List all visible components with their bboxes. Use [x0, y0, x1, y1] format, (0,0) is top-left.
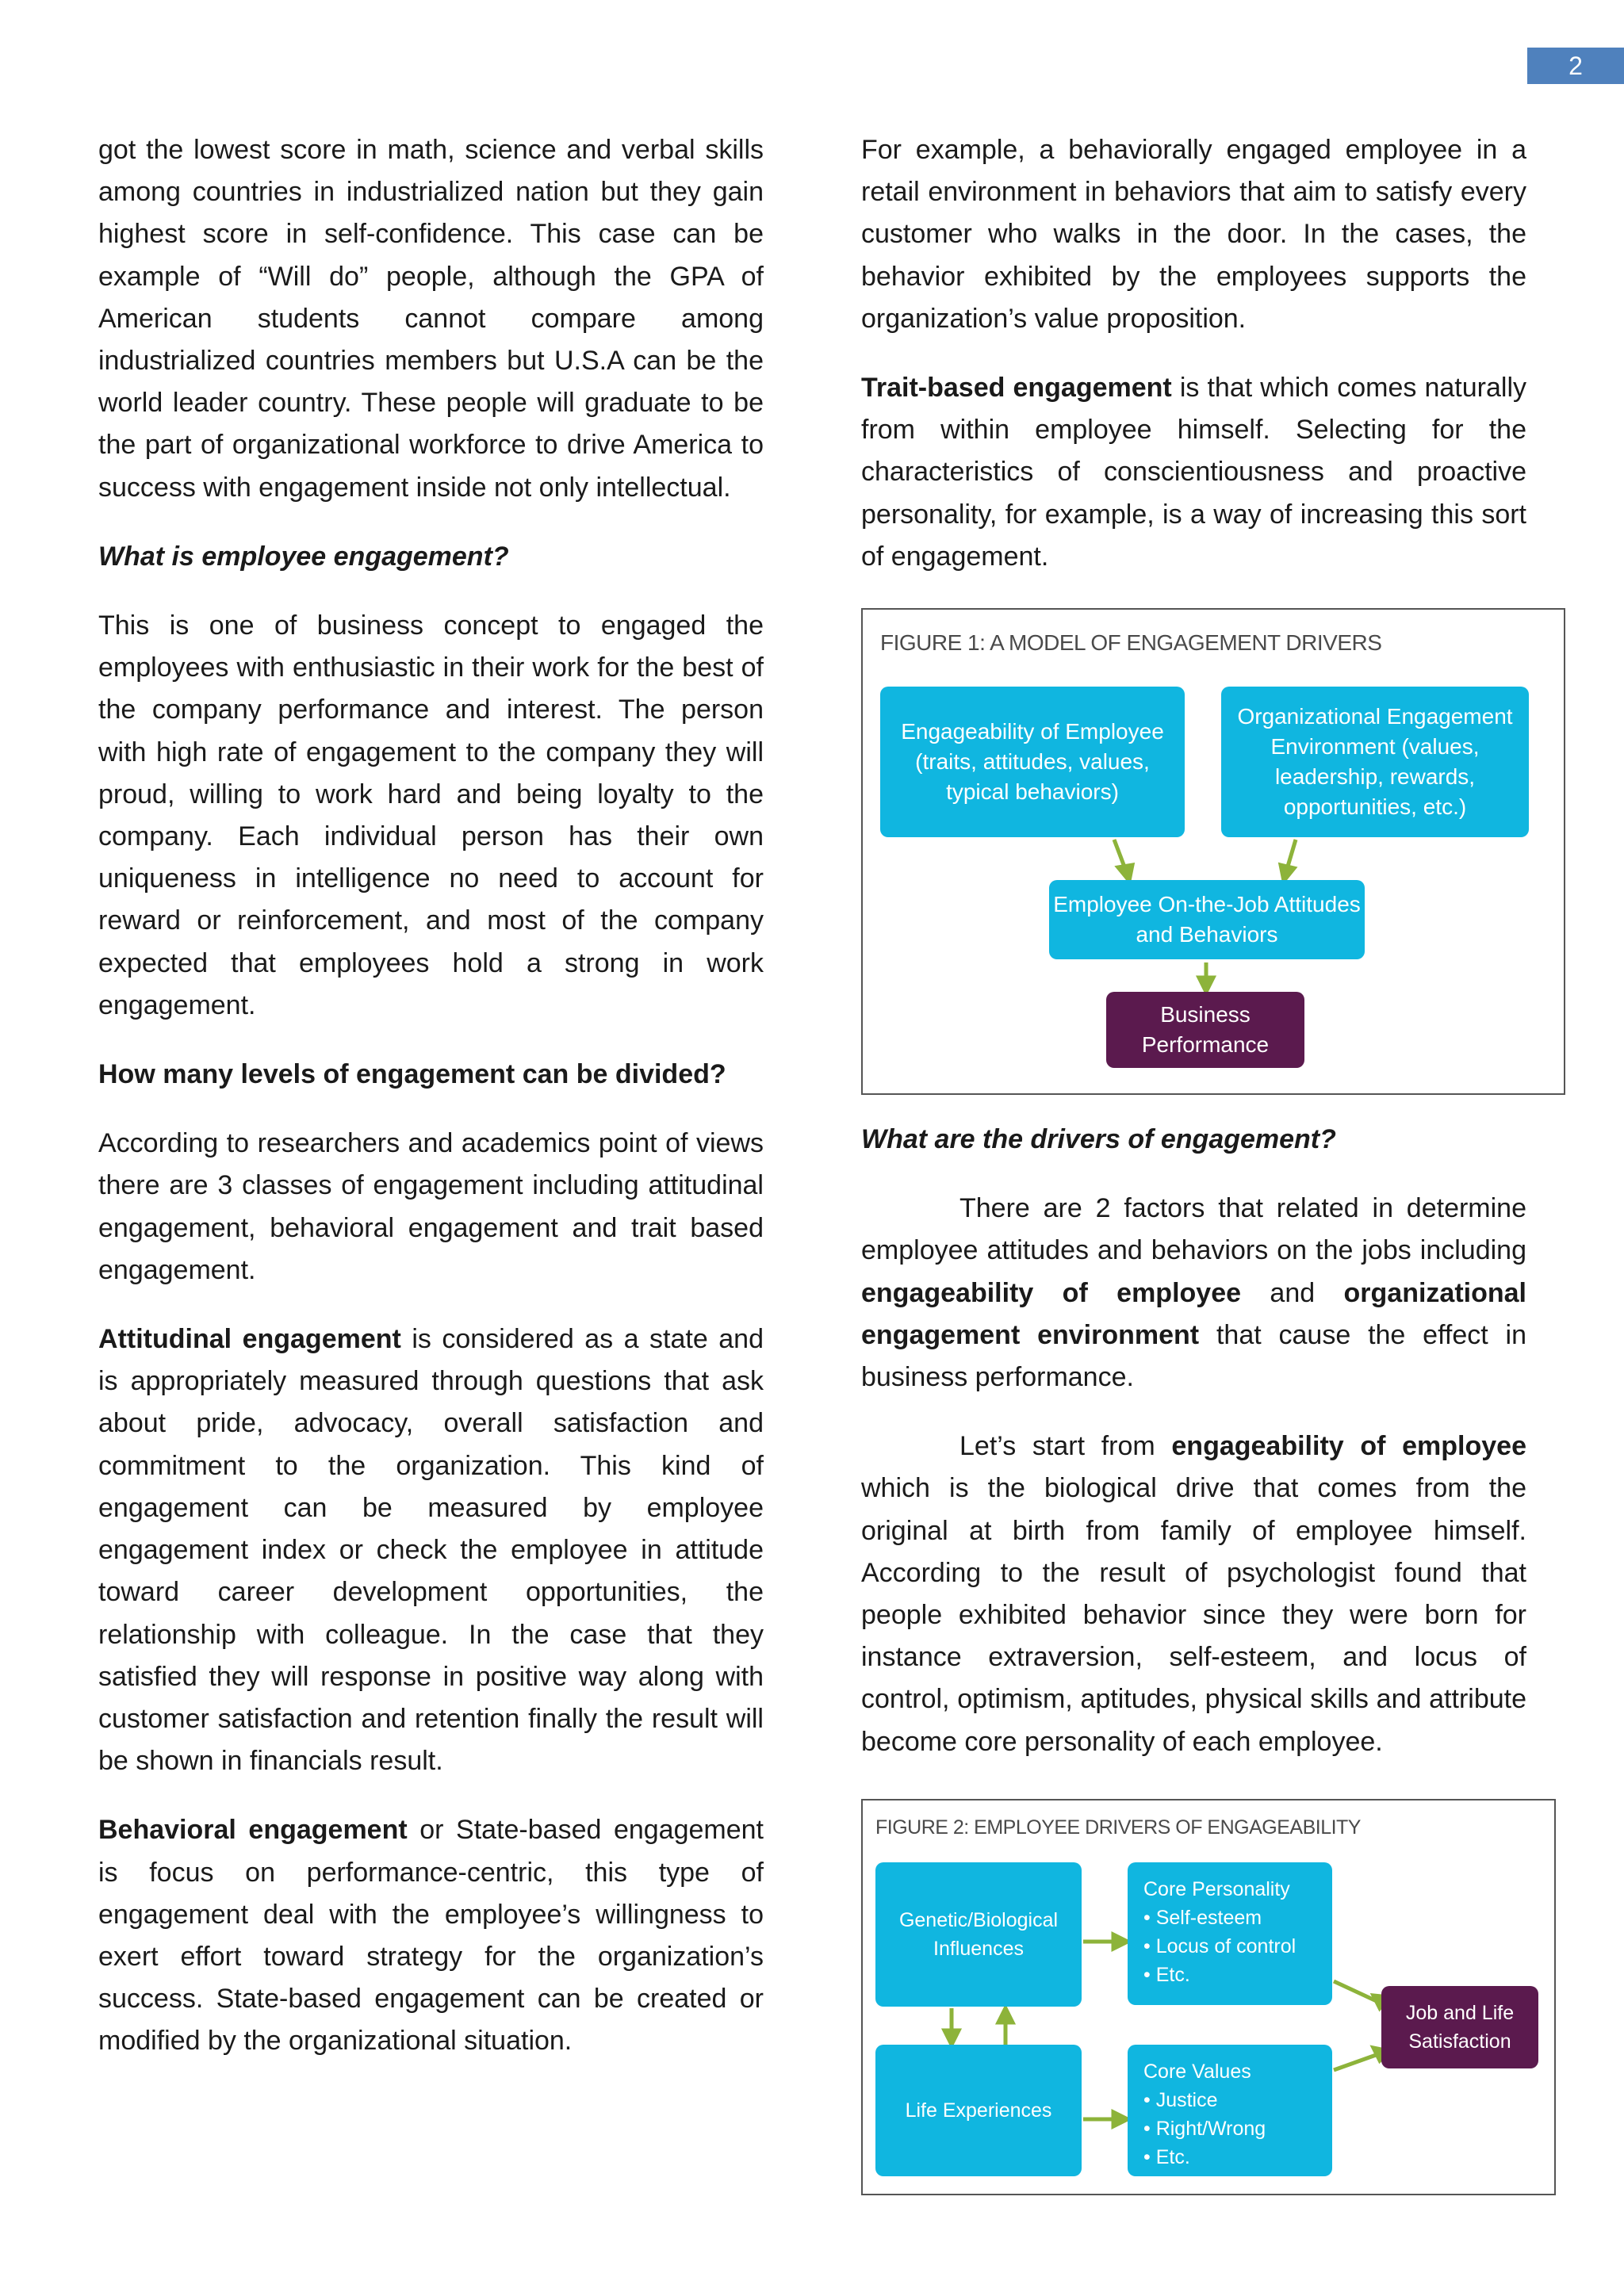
- right-paragraph-trait: [861, 367, 1526, 578]
- figure-1-title: FIGURE 1: A MODEL OF ENGAGEMENT DRIVERS: [880, 630, 1382, 655]
- figure-2-engageability-drivers: [861, 1799, 1556, 2195]
- core-personality-item: • Locus of control: [1143, 1932, 1296, 1961]
- arrow-head-b: [1113, 2112, 1128, 2126]
- term-engageability: engageability of employee: [861, 1277, 1242, 1308]
- term-engageability-2: engageability of employee: [1171, 1431, 1526, 1462]
- core-personality-heading: Core Personality: [1143, 1878, 1290, 1900]
- node-business-performance: Business Performance: [1106, 992, 1304, 1068]
- node-life-experiences: Life Experiences: [875, 2045, 1082, 2176]
- arrow-head-d: [998, 2008, 1013, 2022]
- engageability-text-c: which is the biological drive that comes from the original at birth from family of employee himself. According to the result of psychologist found that people exhibited behavior since they were born for instance extraversion, self-esteem, and locus of control, optimism, aptitudes, physical skills and attribute become core personality of each employee.: [861, 1473, 1526, 1757]
- core-values-heading: Core Values: [1143, 2061, 1251, 2083]
- core-personality-list: [1143, 1904, 1296, 1989]
- factors-text-a: There are 2 factors that related in determine employee attitudes and behaviors on the jobs including: [861, 1193, 1526, 1266]
- heading-what-is-engagement: What is employee engagement?: [98, 541, 509, 572]
- left-paragraph-behavioral: [98, 1809, 764, 2062]
- term-org-environment: organizational engagement environment: [861, 1277, 1526, 1350]
- term-behavioral: Behavioral engagement: [98, 1815, 408, 1846]
- behavioral-text: or State-based engagement is focus on performance-centric, this type of engagement deal with the employee’s willingness to exert effort toward strategy for the organization’s success. State-based engagement can be created or modified by the organizational situation.: [98, 1815, 764, 2057]
- figure-2-title: FIGURE 2: EMPLOYEE DRIVERS OF ENGAGEABILITY: [875, 1816, 1361, 1839]
- node-job-and-life-satisfaction: Job and Life Satisfaction: [1381, 1986, 1538, 2068]
- core-personality-item: • Etc.: [1143, 1961, 1296, 1989]
- arrow-head-1: [1118, 865, 1132, 881]
- engageability-text-a: Let’s start from: [959, 1431, 1172, 1462]
- arrow-head-a: [1113, 1934, 1128, 1949]
- heading-drivers: What are the drivers of engagement?: [861, 1124, 1336, 1155]
- core-values-item: • Justice: [1143, 2086, 1266, 2114]
- left-paragraph-2: This is one of business concept to engaged the employees with enthusiastic in their work for the best of the company performance and interest. The person with high rate of engagement to the company they will proud, willing to work hard and being loyalty to the company. Each individual person has their own uniqueness in intelligence no need to account for reward or reinforcement, and most of the company expected that employees hold a strong in work engagement.: [98, 610, 764, 1020]
- figure-1-engagement-drivers: [861, 608, 1565, 1095]
- node-on-the-job-attitudes: Employee On-the-Job Attitudes and Behaviors: [1049, 880, 1365, 959]
- attitudinal-text: is considered as a state and is appropriately measured through questions that ask about pride, advocacy, overall satisfaction and commitment to the organization. This kind of engagement can be measured by employee engagement index or check the employee in attitude toward career development opportunities, the relationship with colleague. In the case that they satisfied they will response in positive way along with customer satisfaction and retention finally the result will be shown in financials result.: [98, 1324, 764, 1777]
- node-engageability-of-employee: Engageability of Employee (traits, attitudes, values, typical behaviors): [880, 687, 1185, 837]
- right-paragraph-factors: [861, 1188, 1526, 1399]
- node-core-personality: [1128, 1862, 1332, 2005]
- factors-text-d: that cause the effect in business performance.: [861, 1319, 1526, 1393]
- trait-text: is that which comes naturally from within employee himself. Selecting for the characteristics of conscientiousness and proactive personality, for example, is a way of increasing this sort of engagement.: [861, 373, 1527, 572]
- page-number-badge: 2: [1527, 48, 1624, 84]
- right-paragraph-1: For example, a behaviorally engaged employee in a retail environment in behaviors that aim to satisfy every customer who walks in the door. In the cases, the behavior exhibited by the employees supports the organization’s value proposition.: [861, 135, 1526, 334]
- core-values-list: [1143, 2086, 1266, 2172]
- core-personality-item: • Self-esteem: [1143, 1904, 1296, 1932]
- factors-text-c: and: [1241, 1277, 1344, 1308]
- core-values-item: • Etc.: [1143, 2143, 1266, 2172]
- right-paragraph-engageability: [861, 1425, 1526, 1763]
- left-paragraph-3: According to researchers and academics point of views there are 3 classes of engagement including attitudinal engagement, behavioral engagement and trait based engagement.: [98, 1128, 764, 1285]
- arrow-head-c: [944, 2030, 959, 2045]
- arrow-env-to-job: [1287, 840, 1296, 869]
- left-column: [98, 129, 764, 2090]
- node-organizational-environment: Organizational Engagement Environment (values, leadership, rewards, opportunities, etc.): [1221, 687, 1529, 837]
- arrow-values-to-satisfaction: [1334, 2054, 1378, 2070]
- left-paragraph-1: got the lowest score in math, science and verbal skills among countries in industrialized nation but they gain highest score in self-confidence. This case can be example of “Will do” people, although the GPA of American students cannot compare among industrialized countries members but U.S.A can be the world leader country. These people will graduate to be the part of organizational workforce to drive America to success with engagement inside not only intellectual.: [98, 135, 764, 503]
- left-paragraph-attitudinal: [98, 1318, 764, 1782]
- heading-levels-of-engagement: How many levels of engagement can be divided?: [98, 1059, 726, 1090]
- node-genetic-biological: Genetic/Biological Influences: [875, 1862, 1082, 2007]
- core-values-item: • Right/Wrong: [1143, 2114, 1266, 2143]
- arrow-personality-to-satisfaction: [1334, 1981, 1378, 2002]
- arrow-head-2: [1281, 865, 1294, 881]
- term-attitudinal: Attitudinal engagement: [98, 1324, 401, 1355]
- node-core-values: [1128, 2045, 1332, 2176]
- arrow-head-3: [1199, 978, 1213, 992]
- term-trait-based: Trait-based engagement: [861, 373, 1172, 404]
